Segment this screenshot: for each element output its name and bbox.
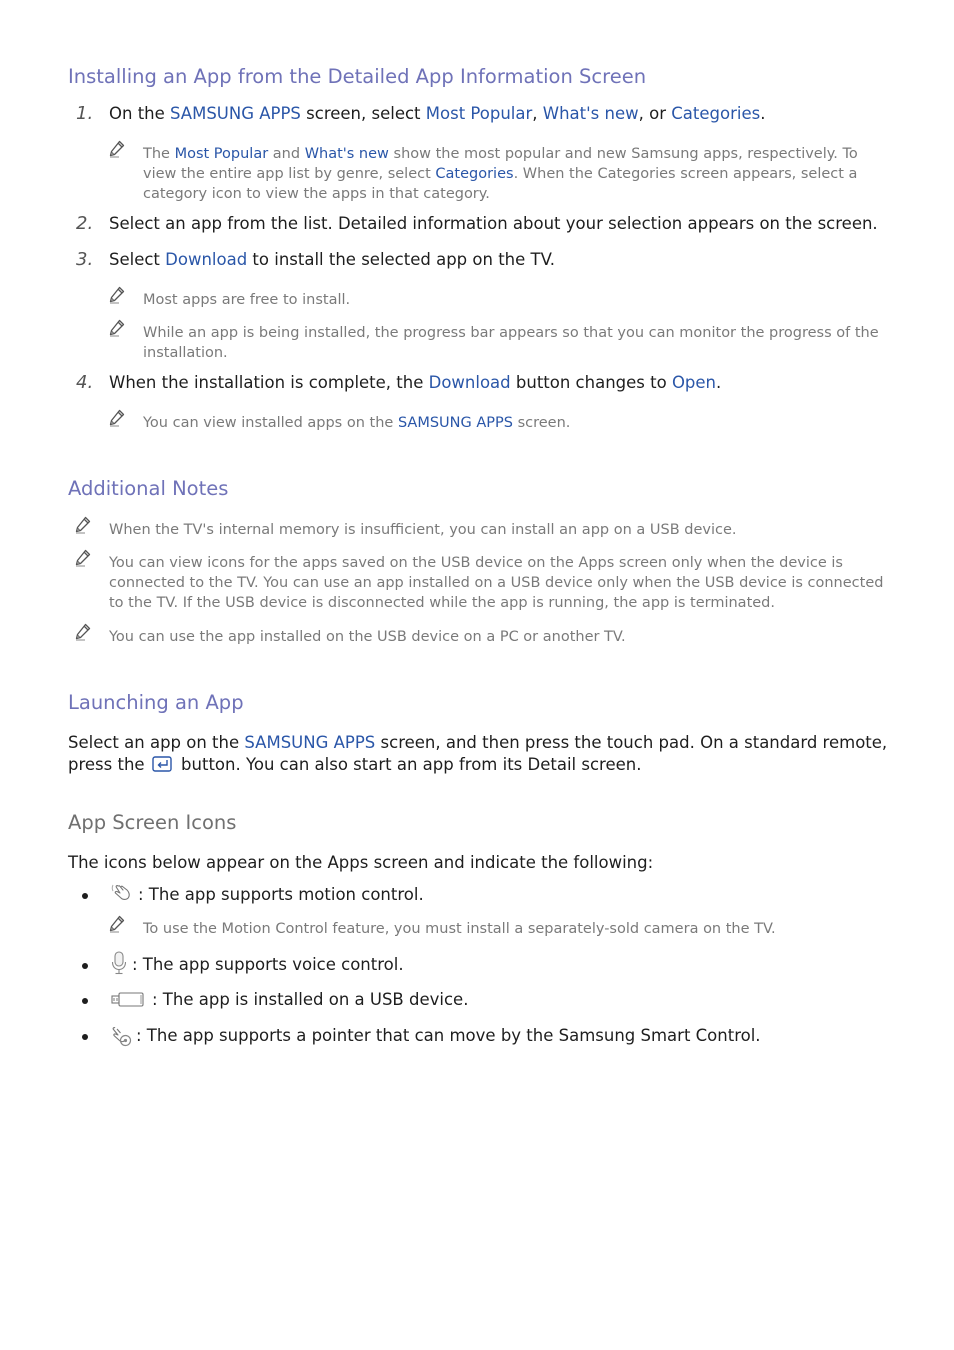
keyword-whats-new: What's new xyxy=(542,104,639,123)
pencil-note-icon xyxy=(108,915,126,933)
section-heading-launching: Launching an App xyxy=(68,691,244,714)
pencil-note-icon xyxy=(74,623,92,641)
keyword-categories: Categories xyxy=(435,166,514,182)
section-heading-installing: Installing an App from the Detailed App Information Screen xyxy=(68,65,647,88)
keyword-samsung-apps: SAMSUNG APPS xyxy=(170,104,301,123)
manual-page: Installing an App from the Detailed App Information Screen 1. On the SAMSUNG APPS screen, select Most Popular, What's new, or Categories. The Most Popular and What's new show the most popular and new Samsung apps, respectively. To view the entire app list by genre, select Categories. When the Categories screen appears, select a category icon to view the apps in that category. 2. Select an app from the list. Detailed information about your selection appears on the screen. 3. Select Download to install the selected app on the TV. Most apps are free to install. While an app is being installed, the progress bar appears so that you can monitor the progress of the installation. 4. When the installation is complete, the Download button changes to Open. You can view installed apps on the SAMSUNG APPS screen. Additional Notes When the TV's internal memory is insufficient, you can install an app on a USB device. You can view icons for the apps saved on the USB device on the Apps screen only when the device is connected to the TV. You can use an app installed on a USB device only when the USB device is connected to the TV. If the USB device is disconnected while the app is running, the app is terminated. You can use the app installed on the USB device on a PC or another TV. Launching an App Select an app on the SAMSUNG APPS screen, and then press the touch pad. On a standard remote, press the button. You can also start an app from its Detail screen. App Screen Icons The icons below appear on the Apps screen and indicate the following: : The app supports motion control. To use the Motion Control feature, you must install a separately-sold camera on the TV. : The app supports voice control. : The app is installed on a USB device. : The app supports a pointer that can move by the Samsung Smart Control. xyxy=(0,0,954,1350)
keyword-categories: Categories xyxy=(671,104,761,123)
pencil-note-icon xyxy=(108,319,126,337)
bullet-dot xyxy=(82,893,88,899)
enter-button-icon xyxy=(150,756,176,772)
keyword-download: Download xyxy=(165,250,248,269)
step-number: 3. xyxy=(76,249,94,270)
keyword-samsung-apps: SAMSUNG APPS xyxy=(244,733,376,752)
motion-hand-icon xyxy=(110,882,134,906)
keyword-samsung-apps: SAMSUNG APPS xyxy=(397,415,513,431)
icons-intro: The icons below appear on the Apps screen and indicate the following: xyxy=(68,853,654,872)
keyword-most-popular: Most Popular xyxy=(174,146,269,162)
bullet-dot xyxy=(82,998,88,1004)
step-number: 4. xyxy=(76,372,94,393)
pencil-note-icon xyxy=(108,140,126,158)
keyword-whats-new: What's new xyxy=(304,146,389,162)
step-text: On the SAMSUNG APPS screen, select Most Popular, What's new, or Categories. xyxy=(109,104,766,123)
bullet-dot xyxy=(82,963,88,969)
keyword-most-popular: Most Popular xyxy=(425,104,533,123)
section-heading-app-screen-icons: App Screen Icons xyxy=(68,811,237,834)
keyword-open: Open xyxy=(671,373,717,392)
step-text: When the installation is complete, the Download button changes to Open. xyxy=(109,373,722,392)
launching-paragraph: Select an app on the SAMSUNG APPS screen, and then press the touch pad. On a standard remote, press the button. You can also start an app from its Detail screen. xyxy=(68,733,888,774)
pencil-note-icon xyxy=(108,286,126,304)
pencil-note-icon xyxy=(74,549,92,567)
bullet-dot xyxy=(82,1034,88,1040)
pencil-note-icon xyxy=(74,516,92,534)
pointer-hand-icon xyxy=(110,1025,134,1049)
section-heading-additional-notes: Additional Notes xyxy=(68,477,229,500)
microphone-icon xyxy=(110,950,128,976)
pencil-note-icon xyxy=(108,409,126,427)
step-text: Select Download to install the selected app on the TV. xyxy=(109,250,555,269)
step-text: Select an app from the list. Detailed information about your selection appears on the screen. xyxy=(109,214,878,233)
step-number: 2. xyxy=(76,213,94,234)
keyword-download: Download xyxy=(428,373,511,392)
step-number: 1. xyxy=(76,103,94,124)
usb-device-icon xyxy=(110,991,146,1009)
